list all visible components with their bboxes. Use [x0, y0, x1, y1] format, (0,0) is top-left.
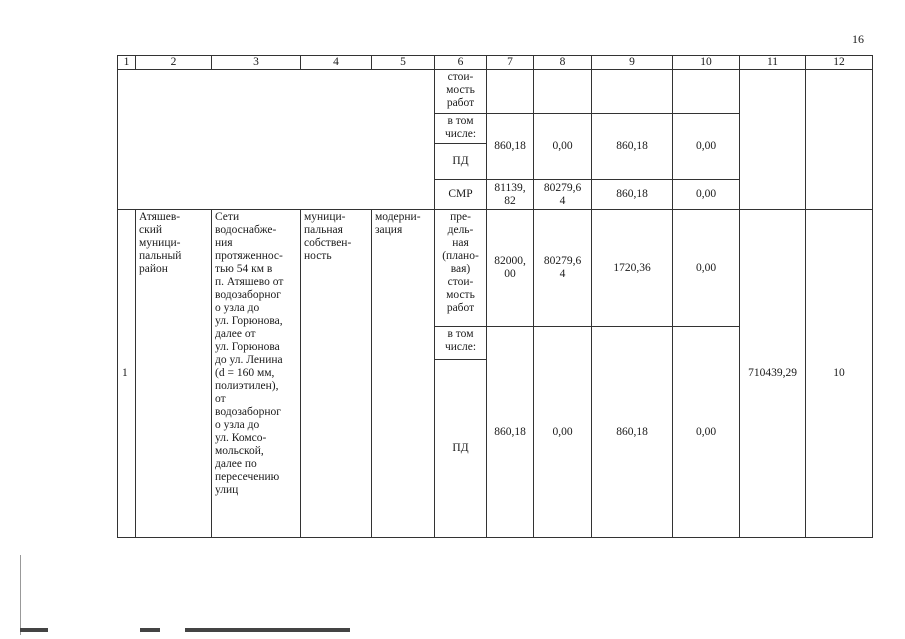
- count-cell: 10: [806, 210, 873, 538]
- data-table: [117, 55, 873, 538]
- header-cell-5: 5: [372, 56, 435, 70]
- header-row: [118, 56, 873, 70]
- header-cell-8: 8: [534, 56, 592, 70]
- cell: [534, 70, 592, 114]
- header-cell-11: 11: [740, 56, 806, 70]
- value-cell: 80279,6 4: [534, 180, 592, 210]
- cost-label-cell: пре- дель- ная (плано- вая) стои- мость работ: [435, 210, 487, 327]
- cell: [740, 70, 806, 210]
- value-cell: 860,18: [592, 327, 673, 538]
- value-cell: 1720,36: [592, 210, 673, 327]
- scan-edge-mark: [140, 628, 160, 632]
- event-type-cell: модерни- зация: [372, 210, 435, 538]
- object-description-cell: Сети водоснабже- ния протяженнос- тью 54 км в п. Атяшево от водозаборног о узла до ул. Горюнова, далее от ул. Горюнова до ул. Ленина (d = 160 мм, полиэтилен), от водозаборног о узла до ул. Комсо- мольской, далее по пересечению улиц: [212, 210, 301, 538]
- header-cell-3: 3: [212, 56, 301, 70]
- pd-label-cell: ПД: [435, 144, 487, 180]
- ownership-cell: муници- пальная собствен- ность: [301, 210, 372, 538]
- table-row: [118, 210, 873, 327]
- cell: [487, 70, 534, 114]
- continuation-blank: [118, 70, 435, 210]
- scan-edge-mark: [20, 628, 48, 632]
- value-cell: 0,00: [534, 114, 592, 180]
- header-cell-4: 4: [301, 56, 372, 70]
- row-number: 1: [118, 210, 136, 538]
- value-cell: 0,00: [673, 114, 740, 180]
- scan-margin-line: [20, 555, 21, 635]
- header-cell-12: 12: [806, 56, 873, 70]
- value-cell: 0,00: [673, 210, 740, 327]
- cost-label-cell: стои- мость работ: [435, 70, 487, 114]
- smr-label-cell: СМР: [435, 180, 487, 210]
- cell: [806, 70, 873, 210]
- header-cell-9: 9: [592, 56, 673, 70]
- including-label-cell: в том числе:: [435, 327, 487, 360]
- value-cell: 80279,6 4: [534, 210, 592, 327]
- pd-label-cell: ПД: [435, 360, 487, 538]
- header-cell-2: 2: [136, 56, 212, 70]
- cell: [592, 70, 673, 114]
- cell: [673, 70, 740, 114]
- value-cell: 0,00: [534, 327, 592, 538]
- including-label-cell: в том числе:: [435, 114, 487, 144]
- page-number: 16: [852, 32, 864, 46]
- value-cell: 860,18: [592, 114, 673, 180]
- value-cell: 82000, 00: [487, 210, 534, 327]
- value-cell: 0,00: [673, 327, 740, 538]
- header-cell-10: 10: [673, 56, 740, 70]
- value-cell: 0,00: [673, 180, 740, 210]
- value-cell: 860,18: [592, 180, 673, 210]
- district-cell: Атяшев- ский муници- пальный район: [136, 210, 212, 538]
- header-cell-7: 7: [487, 56, 534, 70]
- total-cell: 710439,29: [740, 210, 806, 538]
- header-cell-6: 6: [435, 56, 487, 70]
- scan-edge-mark: [185, 628, 350, 632]
- value-cell: 81139, 82: [487, 180, 534, 210]
- table-row: [118, 70, 873, 114]
- header-cell-1: 1: [118, 56, 136, 70]
- value-cell: 860,18: [487, 114, 534, 180]
- value-cell: 860,18: [487, 327, 534, 538]
